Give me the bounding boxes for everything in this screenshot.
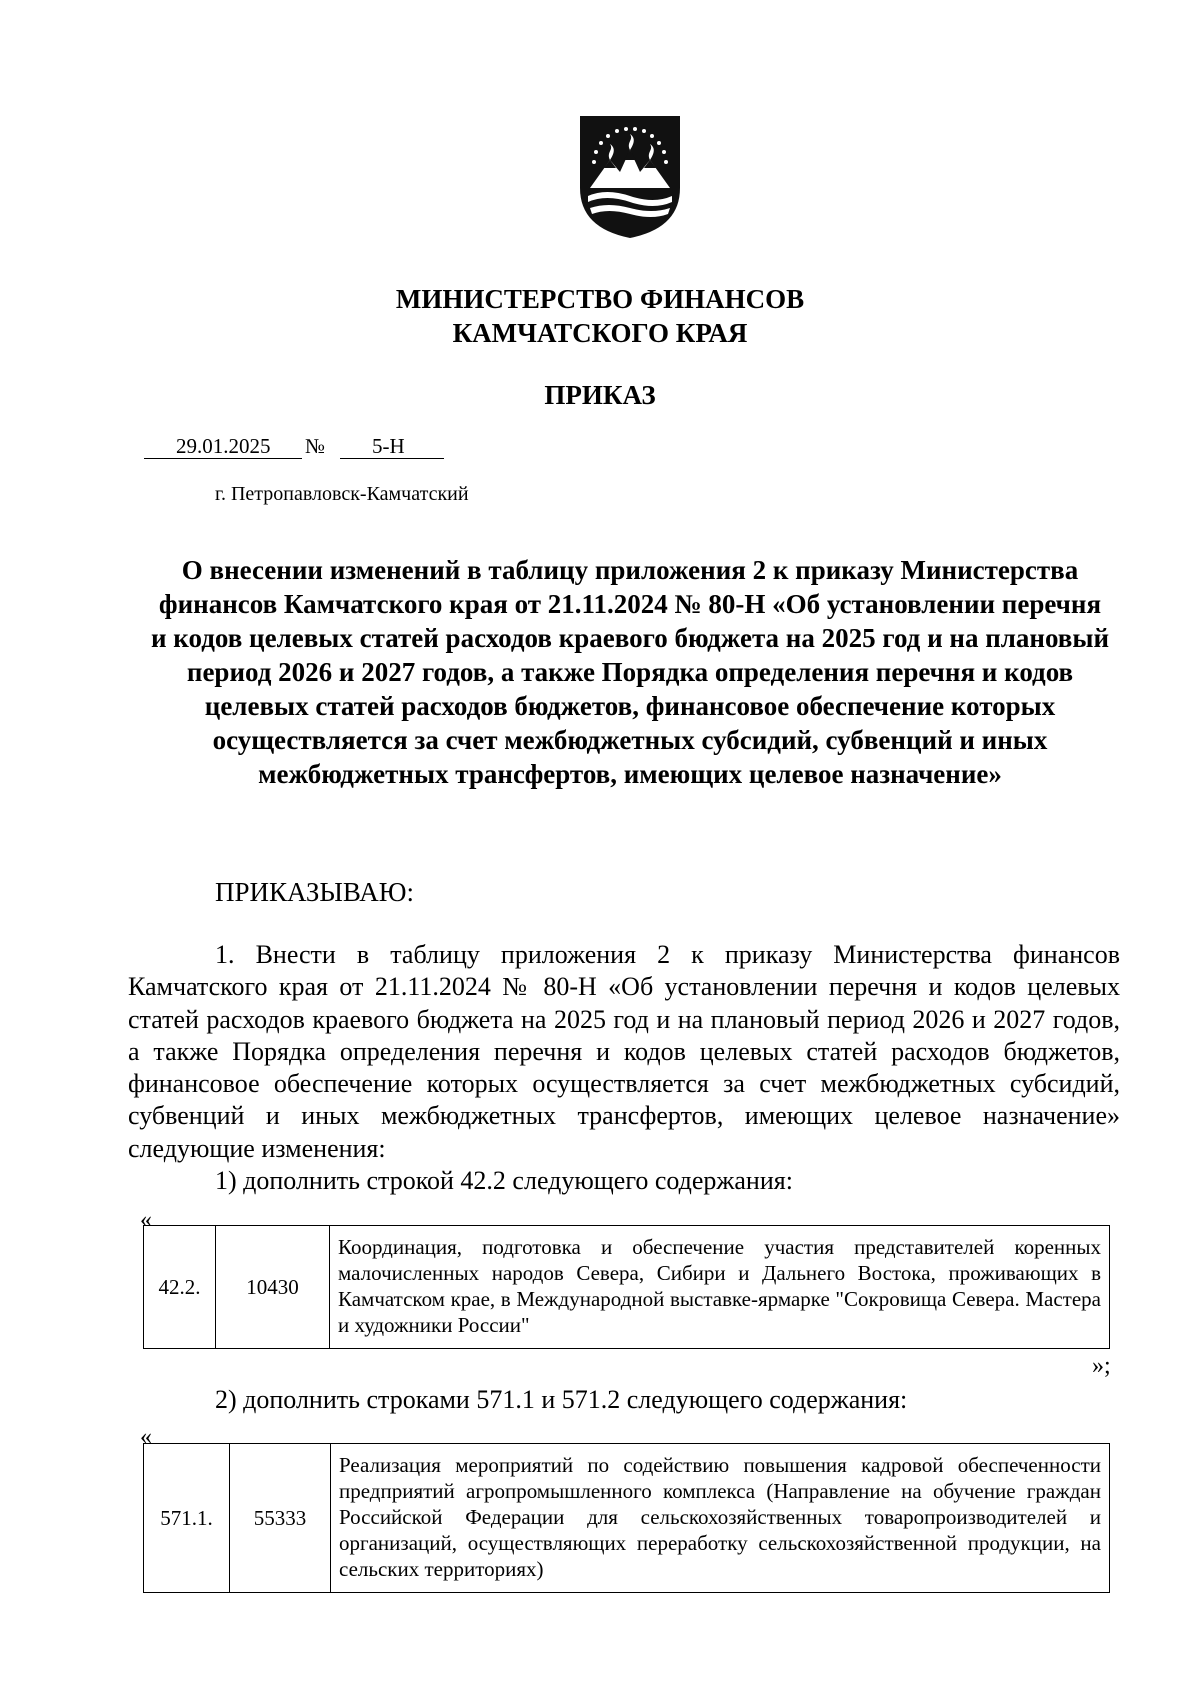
order-date: 29.01.2025 <box>176 434 271 458</box>
row-code: 10430 <box>216 1226 330 1349</box>
city: г. Петропавловск-Камчатский <box>215 483 469 505</box>
number-underline <box>340 458 444 459</box>
table-row <box>144 1444 1110 1593</box>
row-code: 55333 <box>230 1444 331 1593</box>
row-number: 42.2. <box>144 1226 216 1349</box>
paragraph-1: 1. Внести в таблицу приложения 2 к приказу Министерства финансов Камчатского края от 21.11.2024 № 80-Н «Об установлении перечня и кодов целевых статей расходов краевого бюджета на 2025 год и на плановый период 2026 и 2027 годов, а также Порядка определения перечня и кодов целевых статей расходов бюджетов, финансовое обеспечение которых осуществляется за счет межбюджетных субсидий, субвенций и иных межбюджетных трансфертов, имеющих целевое назначение» следующие изменения: <box>128 940 1120 1163</box>
row-description: Реализация мероприятий по содействию повышения кадровой обеспеченности предприятий агропромышленного комплекса (Направление на обучение граждан Российской Федерации для сельскохозяйственных товаропроизводителей и организаций, осуществляющих переработку сельскохозяйственной продукции, на сельских территориях) <box>331 1444 1110 1593</box>
document-type: ПРИКАЗ <box>544 380 656 410</box>
table-2 <box>143 1443 1110 1593</box>
kamchatka-coat-of-arms-icon <box>576 110 684 240</box>
document-title: О внесении изменений в таблицу приложения 2 к приказу Министерства финансов Камчатского края от 21.11.2024 № 80-Н «Об установлении перечня и кодов целевых статей расходов краевого бюджета на 2025 год и на плановый период 2026 и 2027 годов, а также Порядка определения перечня и кодов целевых статей расходов бюджетов, финансовое обеспечение которых осуществляется за счет межбюджетных субсидий, субвенций и иных межбюджетных трансфертов, имеющих целевое назначение» <box>151 555 1109 789</box>
table-1 <box>143 1225 1110 1349</box>
item-2: 2) дополнить строками 571.1 и 571.2 следующего содержания: <box>215 1385 908 1414</box>
org-name-line1: МИНИСТЕРСТВО ФИНАНСОВ <box>395 284 805 314</box>
quote-open: « <box>140 1424 152 1450</box>
date-underline <box>144 458 302 459</box>
org-name-line2: КАМЧАТСКОГО КРАЯ <box>452 318 748 348</box>
table-row <box>144 1226 1110 1349</box>
order-number: 5-Н <box>372 434 405 458</box>
row-number: 571.1. <box>144 1444 230 1593</box>
item-1: 1) дополнить строкой 42.2 следующего содержания: <box>215 1166 793 1195</box>
number-sign: № <box>305 434 326 458</box>
quote-close: »; <box>1092 1353 1111 1379</box>
row-description: Координация, подготовка и обеспечение участия представителей коренных малочисленных народов Севера, Сибири и Дальнего Востока, проживающих в Камчатском крае, в Международной выставке-ярмарке "Сокровища Севера. Мастера и художники России" <box>330 1226 1110 1349</box>
quote-open: « <box>140 1207 152 1233</box>
order-word: ПРИКАЗЫВАЮ: <box>215 877 414 907</box>
